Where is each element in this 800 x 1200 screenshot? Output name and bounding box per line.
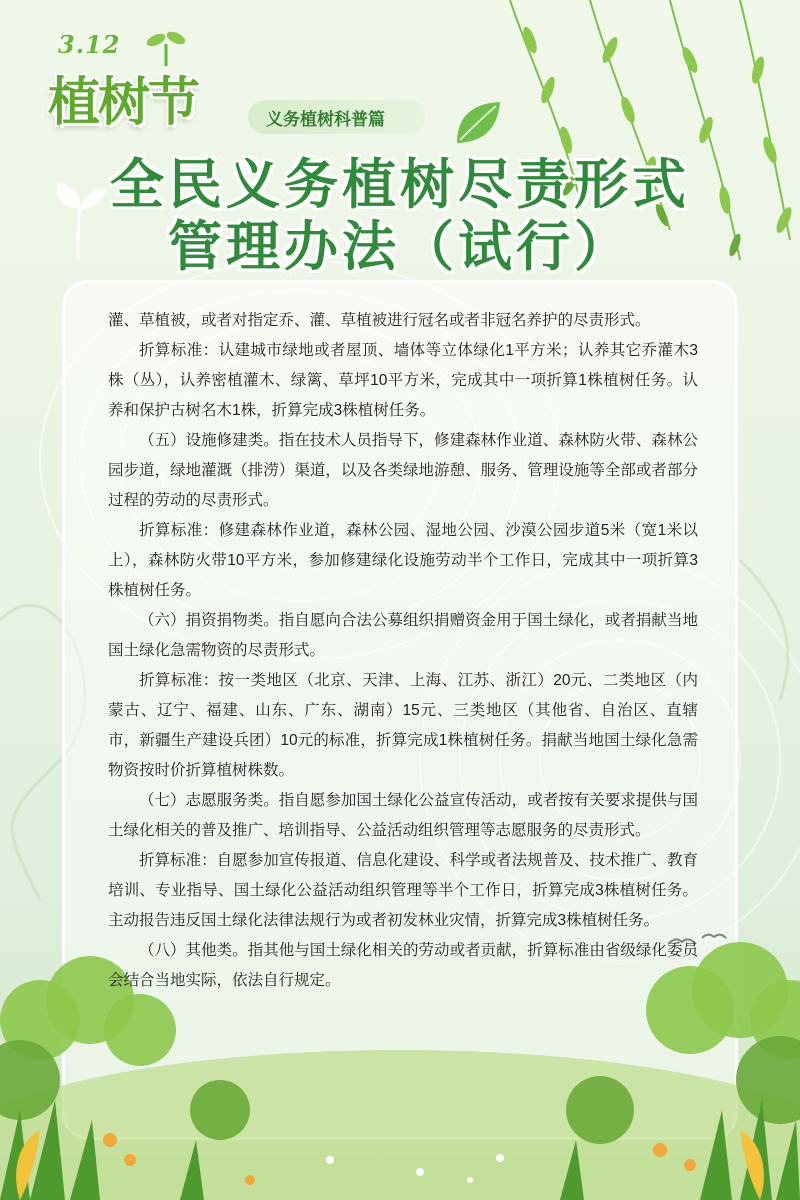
page-title-line-2: 管理办法（试行） bbox=[168, 215, 632, 278]
paragraph: 折算标准：修建森林作业道，森林公园、湿地公园、沙漠公园步道5米（宽1米以上），森林防火带10平方米，参加修建绿化设施劳动半个工作日，完成其中一项折算3株植树任务。 bbox=[108, 522, 698, 599]
paragraph: 折算标准：自愿参加宣传报道、信息化建设、科学或者法规普及、技术推广、教育培训、专业指导、国土绿化公益活动组织管理等半个工作日，折算完成3株植树任务。主动报告违反国土绿化法律法规行为或者初发林业灾情，折算完成3株植树任务。 bbox=[108, 852, 698, 929]
logo-date: 3.12 bbox=[58, 30, 121, 59]
subtitle-pill: 义务植树科普篇 bbox=[248, 100, 425, 134]
article-body bbox=[108, 306, 698, 996]
paragraph: （七）志愿服务类。指自愿参加国土绿化公益宣传活动，或者按有关要求提供与国土绿化相关的普及推广、培训指导、公益活动组织管理等志愿服务的尽责形式。 bbox=[108, 792, 698, 839]
paragraph: 折算标准：认建城市绿地或者屋顶、墙体等立体绿化1平方米；认养其它乔灌木3株（丛），认养密植灌木、绿篱、草坪10平方米，完成其中一项折算1株植树任务。认养和保护古树名木1株，折算完成3株植树任务。 bbox=[108, 342, 698, 419]
paragraph: 折算标准：按一类地区（北京、天津、上海、江苏、浙江）20元、二类地区（内蒙古、辽宁、福建、山东、广东、湖南）15元、三类地区（其他省、自治区、直辖市，新疆生产建设兵团）10元的标准，折算完成1株植树任务。捐献当地国土绿化急需物资按时价折算植树株数。 bbox=[108, 672, 698, 779]
logo-main: 植树节 bbox=[48, 73, 199, 133]
paragraph: 灌、草植被，或者对指定乔、灌、草植被进行冠名或者非冠名养护的尽责形式。 bbox=[108, 312, 651, 329]
leaf-icon bbox=[452, 98, 502, 148]
page-title-line-1: 全民义务植树尽责形式 bbox=[110, 153, 690, 216]
festival-logo bbox=[40, 26, 480, 136]
paragraph: （六）捐资捐物类。指自愿向合法公募组织捐赠资金用于国土绿化，或者捐献当地国土绿化急需物资的尽责形式。 bbox=[108, 612, 698, 659]
paragraph: （五）设施修建类。指在技术人员指导下，修建森林作业道、森林防火带、森林公园步道，绿地灌溉（排涝）渠道，以及各类绿地游憩、服务、管理设施等全部或者部分过程的劳动的尽责形式。 bbox=[108, 432, 698, 509]
paragraph: （八）其他类。指其他与国土绿化相关的劳动或者贡献，折算标准由省级绿化委员会结合当地实际，依法自行规定。 bbox=[108, 942, 698, 989]
